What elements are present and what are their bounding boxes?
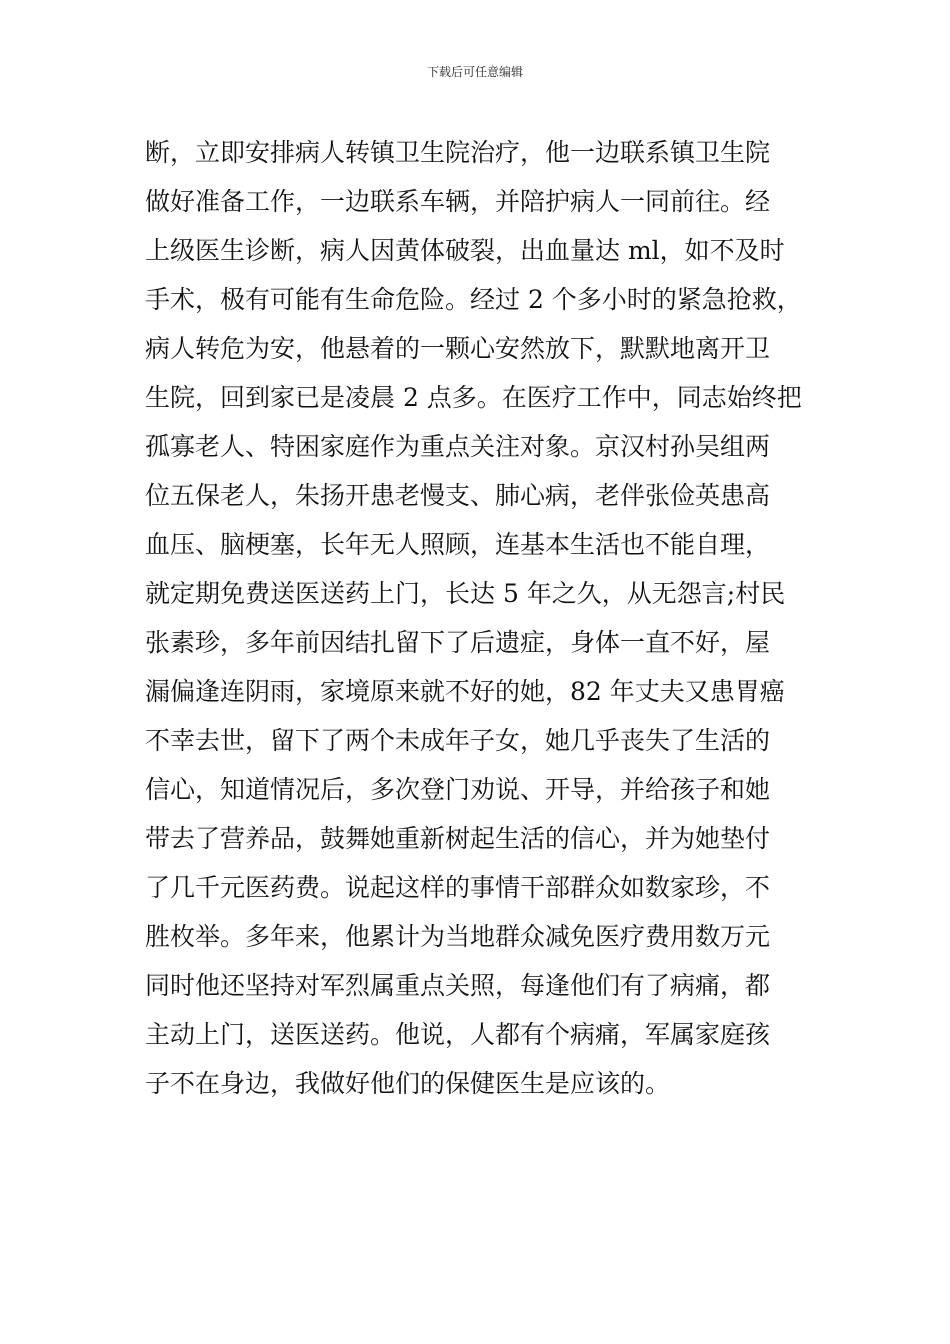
text-line: 断，立即安排病人转镇卫生院治疗，他一边联系镇卫生院 xyxy=(145,138,771,167)
text-line: 就定期免费送医送药上门，长达 5 年之久，从无怨言;村民 xyxy=(145,579,786,608)
page-header: 下载后可任意编辑 xyxy=(426,65,523,79)
text-line: 病人转危为安，他悬着的一颗心安然放下，默默地离开卫 xyxy=(145,334,771,363)
text-line: 带去了营养品，鼓舞她重新树起生活的信心，并为她垫付 xyxy=(145,824,771,853)
text-line: 胜枚举。多年来，他累计为当地群众减免医疗费用数万元 xyxy=(145,922,771,951)
body-text xyxy=(145,128,810,1108)
text-line: 不幸去世，留下了两个未成年子女，她几乎丧失了生活的 xyxy=(145,726,771,755)
text-line: 孤寡老人、特困家庭作为重点关注对象。京汉村孙吴组两 xyxy=(145,432,771,461)
text-line: 手术，极有可能有生命危险。经过 2 个多小时的紧急抢救， xyxy=(145,285,802,314)
text-line: 子不在身边，我做好他们的保健医生是应该的。 xyxy=(145,1069,671,1098)
text-line: 生院，回到家已是凌晨 2 点多。在医疗工作中，同志始终把 xyxy=(145,383,802,412)
text-line: 血压、脑梗塞，长年无人照顾，连基本生活也不能自理， xyxy=(145,530,771,559)
text-line: 漏偏逢连阴雨，家境原来就不好的她，82 年丈夫又患胃癌 xyxy=(145,677,785,706)
text-line: 位五保老人，朱扬开患老慢支、肺心病，老伴张俭英患高 xyxy=(145,481,771,510)
text-line: 同时他还坚持对军烈属重点关照，每逢他们有了病痛，都 xyxy=(145,971,771,1000)
text-line: 主动上门，送医送药。他说，人都有个病痛，军属家庭孩 xyxy=(145,1020,771,1049)
text-line: 做好准备工作，一边联系车辆，并陪护病人一同前往。经 xyxy=(145,187,771,216)
text-line: 了几千元医药费。说起这样的事情干部群众如数家珍，不 xyxy=(145,873,771,902)
text-line: 信心，知道情况后，多次登门劝说、开导，并给孩子和她 xyxy=(145,775,771,804)
text-line: 上级医生诊断，病人因黄体破裂，出血量达 ml，如不及时 xyxy=(145,236,785,265)
text-line: 张素珍，多年前因结扎留下了后遗症，身体一直不好，屋 xyxy=(145,628,771,657)
